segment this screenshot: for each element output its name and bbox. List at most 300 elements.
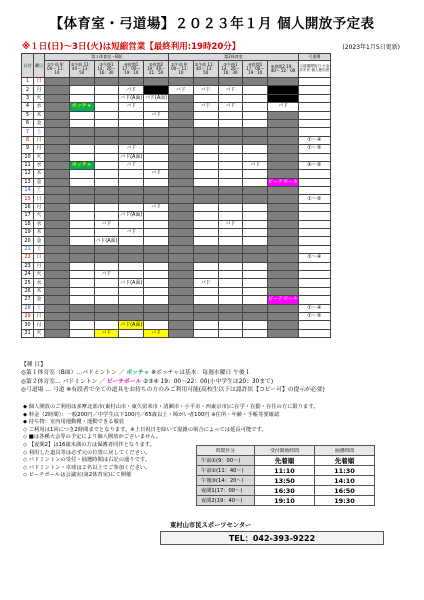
slot-cell (218, 161, 243, 169)
tt-lottery: 11:30 (315, 466, 375, 476)
slot-cell (119, 287, 144, 295)
slot-cell (193, 262, 218, 270)
tt-lottery: 19:30 (315, 496, 375, 506)
slot-cell (144, 195, 169, 203)
slot-cell (193, 296, 218, 304)
slot-cell (243, 128, 268, 136)
legend-2a: ◎第２体育室… バドミントン ／ (21, 378, 107, 385)
kyudo-cell (298, 220, 330, 228)
slot-cell (243, 321, 268, 329)
slot-cell (168, 111, 193, 119)
slot-cell (69, 312, 94, 320)
slot-cell (218, 321, 243, 329)
slot-cell (45, 119, 70, 127)
slot-cell (218, 128, 243, 136)
note-7: ◇ バドミントンの受付・抽選時間は右記の通りです。 (23, 457, 151, 464)
row-weekday: 木 (34, 111, 45, 119)
tt-lottery: 先着順 (315, 456, 375, 466)
note-1: ◆ 料金（2時間）：一般200円／中学生以下100円／65歳以上・障がい者100円 ※住所・年齢・手帳等要確認 (23, 411, 280, 418)
row-date: 26 (22, 287, 34, 295)
slot-cell (218, 212, 243, 220)
updated-date: (2023年1月5日更新) (342, 44, 400, 51)
slot-cell: バド (119, 229, 144, 237)
schedule-header-row (22, 54, 331, 61)
slot-cell (45, 170, 70, 178)
kyudo-cell: ①〜⑤ (298, 195, 330, 203)
tt-open: 13:50 (255, 476, 315, 486)
org-name: 東村山市民スポーツセンター (170, 522, 252, 529)
slot-cell (268, 170, 299, 178)
slot-cell (268, 195, 299, 203)
slot-cell (119, 237, 144, 245)
tt-open: 先着順 (255, 456, 315, 466)
table-row (22, 128, 331, 136)
slot-cell (144, 145, 169, 153)
row-weekday: 日 (34, 195, 45, 203)
slot-cell (45, 329, 70, 337)
row-weekday: 火 (34, 94, 45, 102)
note-6: ◇ 利用した道具等は必ず元の位置に戻してください。 (23, 449, 151, 456)
kyudo-cell (298, 262, 330, 270)
slot-cell (243, 111, 268, 119)
legend-line-3: ◎弓道場 … 弓道 ※有段者で全ての道具をお持ちの方のみご利用可能(高校生以下は認許状【コピー可】の提示が必要) (21, 386, 325, 393)
slot-cell (45, 279, 70, 287)
note-4: ◇ ■は各種大会等の予定により個人開放がございません。 (23, 434, 162, 441)
slot-cell (193, 304, 218, 312)
kyudo-cell (298, 203, 330, 211)
slot-cell (45, 145, 70, 153)
table-row (22, 312, 331, 320)
slot-cell (168, 254, 193, 262)
slot-cell (193, 203, 218, 211)
row-weekday: 日 (34, 136, 45, 144)
table-row (22, 287, 331, 295)
slot-cell (218, 287, 243, 295)
slot-header: ④夜間1 17：00〜 19：10 (119, 61, 144, 78)
row-date: 19 (22, 229, 34, 237)
short-hours-notice: ※１日(日)〜3日(火)は短縮営業【最終利用:19時20分】 (22, 42, 241, 52)
legend-2b: ピーチボール (106, 378, 142, 385)
slot-cell (94, 187, 119, 195)
kyudo-cell (298, 279, 330, 287)
row-weekday: 日 (34, 254, 45, 262)
slot-cell (144, 304, 169, 312)
row-date: 9 (22, 145, 34, 153)
slot-cell (144, 262, 169, 270)
slot-cell (193, 237, 218, 245)
slot-cell: バド(A面) (120, 153, 143, 160)
slot-cell (243, 245, 268, 253)
slot-cell (168, 178, 193, 186)
slot-cell (69, 187, 94, 195)
row-date: 31 (22, 329, 34, 337)
slot-cell (69, 229, 94, 237)
slot-cell (45, 220, 70, 228)
row-date: 20 (22, 237, 34, 245)
kyudo-cell (298, 329, 330, 337)
phone-number: TEL：042-393-9222 (160, 531, 384, 545)
slot-cell (144, 237, 169, 245)
slot-cell (45, 254, 70, 262)
slot-cell (168, 187, 193, 195)
kyudo-note: 弓道場開放日 小金井市民 個人使用者 (298, 61, 330, 78)
slot-cell (168, 270, 193, 278)
slot-cell (193, 321, 218, 329)
slot-cell (268, 128, 299, 136)
slot-cell (218, 203, 243, 211)
tt-open: 11:10 (255, 466, 315, 476)
table-row (22, 111, 331, 119)
slot-cell (69, 321, 94, 329)
slot-cell (94, 128, 119, 136)
slot-cell (144, 103, 169, 111)
slot-cell (69, 329, 94, 337)
kyudo-cell (298, 187, 330, 195)
legend-line-1 (21, 369, 325, 377)
slot-cell (218, 279, 243, 287)
slot-cell (168, 237, 193, 245)
slot-cell (168, 161, 193, 169)
row-weekday: 土 (34, 304, 45, 312)
slot-cell: バド (218, 103, 243, 111)
slot-header: ③午後1 14：20〜 16：30 (94, 61, 119, 78)
table-row (22, 245, 331, 253)
slot-cell (119, 329, 144, 337)
slot-cell (144, 296, 169, 304)
slot-cell (193, 161, 218, 169)
slot-cell (45, 94, 70, 102)
note-8: ◇ バドミントン・卓球は２名以上でご参加ください。 (23, 464, 151, 471)
row-weekday: 月 (34, 321, 45, 329)
table-row (22, 254, 331, 262)
slot-cell (69, 254, 94, 262)
slot-cell (69, 78, 94, 86)
slot-cell (119, 304, 144, 312)
tt-head-1: 受付開始時間 (255, 446, 315, 456)
kyudo-cell: ①〜④ (298, 254, 330, 262)
table-row (22, 262, 331, 270)
slot-cell (45, 178, 70, 186)
slot-cell (144, 245, 169, 253)
slot-cell (243, 254, 268, 262)
kyudo-header: 弓道場 (298, 54, 330, 61)
slot-cell (218, 119, 243, 127)
row-date: 5 (22, 111, 34, 119)
slot-cell (168, 304, 193, 312)
slot-cell (69, 153, 94, 161)
slot-cell (45, 195, 70, 203)
kyudo-cell: ①〜⑤ (298, 145, 330, 153)
slot-cell (243, 220, 268, 228)
slot-cell (243, 153, 268, 161)
legend-title: 【種 目】 (21, 362, 47, 368)
slot-cell (168, 287, 193, 295)
row-weekday: 金 (34, 237, 45, 245)
kyudo-cell (298, 103, 330, 111)
slot-cell (69, 119, 94, 127)
slot-cell: バド (119, 145, 144, 153)
slot-cell (94, 312, 119, 320)
row-date: 7 (22, 128, 34, 136)
legend-1a: ◎第１体育室（B面）…バドミントン ／ (21, 370, 127, 377)
slot-cell (69, 304, 94, 312)
slot-cell (94, 94, 119, 102)
slot-cell: バド (144, 170, 169, 178)
slot-cell (218, 178, 243, 186)
slot-cell (119, 128, 144, 136)
slot-cell (94, 296, 119, 304)
slot-cell (45, 111, 70, 119)
slot-cell (168, 136, 193, 144)
slot-cell (45, 203, 70, 211)
table-row (22, 229, 331, 237)
slot-cell (268, 304, 299, 312)
table-row (22, 153, 331, 161)
row-date: 4 (22, 103, 34, 111)
tt-head-0: 時間区分 (197, 446, 255, 456)
slot-cell (45, 212, 70, 220)
slot-cell (45, 296, 70, 304)
kyudo-cell (298, 119, 330, 127)
kyudo-cell (298, 86, 330, 94)
row-weekday: 月 (34, 86, 45, 94)
slot-cell (119, 187, 144, 195)
slot-cell (193, 94, 218, 102)
slot-cell (193, 220, 218, 228)
kyudo-cell (298, 153, 330, 161)
slot-cell (218, 254, 243, 262)
row-weekday: 木 (34, 287, 45, 295)
slot-cell (218, 270, 243, 278)
kyudo-cell (298, 237, 330, 245)
slot-cell: ピーチボール (268, 178, 298, 185)
slot-cell (45, 187, 70, 195)
table-row (22, 212, 331, 220)
row-date: 8 (22, 136, 34, 144)
slot-cell (144, 86, 169, 94)
slot-cell (144, 78, 169, 86)
kyudo-cell (298, 178, 330, 186)
slot-cell (94, 262, 119, 270)
slot-cell (168, 145, 193, 153)
row-weekday: 火 (34, 153, 45, 161)
row-weekday: 火 (34, 270, 45, 278)
slot-header: ⑤夜間2 19：40〜 22：00 (268, 61, 299, 78)
slot-cell (268, 212, 299, 220)
table-row (22, 145, 331, 153)
slot-cell (168, 262, 193, 270)
row-weekday: 火 (34, 212, 45, 220)
slot-cell (119, 262, 144, 270)
slot-cell (119, 270, 144, 278)
slot-cell (243, 119, 268, 127)
row-weekday: 木 (34, 229, 45, 237)
page-title: 【体育室・弓道場】２０２３年１月 個人開放予定表 (49, 16, 375, 32)
row-weekday: 日 (34, 312, 45, 320)
kyudo-cell (298, 78, 330, 86)
kyudo-cell: ④〜⑤ (298, 161, 330, 169)
row-weekday: 水 (34, 220, 45, 228)
kyudo-cell: ①〜⑤ (298, 312, 330, 320)
slot-cell (268, 279, 299, 287)
section-1-header: 第１体育室・B面 (45, 54, 169, 61)
slot-cell: バド(A面) (120, 279, 143, 286)
slot-cell: バド(A面) (120, 212, 143, 219)
slot-cell (168, 153, 193, 161)
slot-cell (45, 153, 70, 161)
slot-cell (243, 187, 268, 195)
slot-cell (268, 254, 299, 262)
slot-cell (243, 145, 268, 153)
row-date: 29 (22, 312, 34, 320)
tt-open: 16:30 (255, 486, 315, 496)
row-date: 22 (22, 254, 34, 262)
legend-1b: ボッチャ (126, 370, 150, 377)
slot-cell: バド (218, 220, 243, 228)
slot-cell: バド(A面) (120, 94, 143, 101)
slot-cell (45, 312, 70, 320)
table-row (22, 321, 331, 329)
slot-cell (119, 178, 144, 186)
slot-cell (45, 229, 70, 237)
slot-cell: バド (94, 220, 119, 228)
slot-cell (69, 220, 94, 228)
row-date: 1 (22, 78, 34, 86)
slot-cell (218, 145, 243, 153)
slot-cell (69, 128, 94, 136)
slot-cell (168, 229, 193, 237)
slot-cell: バド (193, 86, 218, 94)
row-date: 14 (22, 187, 34, 195)
slot-cell (218, 237, 243, 245)
slot-cell (243, 237, 268, 245)
kyudo-cell (298, 287, 330, 295)
slot-cell (144, 212, 169, 220)
slot-cell (243, 94, 268, 102)
slot-cell (119, 296, 144, 304)
slot-cell (268, 229, 299, 237)
tt-label: 午前②(11：40〜) (197, 466, 255, 476)
slot-cell (69, 203, 94, 211)
slot-cell (45, 86, 70, 94)
slot-cell (218, 136, 243, 144)
slot-cell (69, 94, 94, 102)
slot-cell (69, 111, 94, 119)
slot-cell (193, 187, 218, 195)
tt-head-2: 抽選時間 (315, 446, 375, 456)
kyudo-cell (298, 111, 330, 119)
slot-cell (94, 153, 119, 161)
slot-header: ①午前 9：00〜 11：10 (45, 61, 70, 78)
slot-cell (144, 220, 169, 228)
slot-cell (45, 287, 70, 295)
slot-cell (119, 245, 144, 253)
slot-header: ④夜間1 17：00〜 19：10 (243, 61, 268, 78)
slot-cell (69, 287, 94, 295)
table-row (22, 195, 331, 203)
slot-cell (193, 111, 218, 119)
slot-cell: バド (119, 86, 144, 94)
tt-label: 夜間1(17：00〜) (197, 486, 255, 496)
slot-cell (193, 136, 218, 144)
row-date: 11 (22, 161, 34, 169)
row-weekday: 火 (34, 329, 45, 337)
slot-cell (94, 304, 119, 312)
col-day-header: 日付 (22, 54, 34, 78)
slot-cell (168, 279, 193, 287)
slot-cell (69, 178, 94, 186)
slot-cell (94, 78, 119, 86)
slot-cell (193, 245, 218, 253)
row-weekday: 金 (34, 119, 45, 127)
slot-cell (94, 279, 119, 287)
slot-cell (193, 287, 218, 295)
table-row (22, 296, 331, 304)
slot-cell (193, 312, 218, 320)
slot-cell (218, 94, 243, 102)
slot-cell (144, 279, 169, 287)
slot-cell (119, 111, 144, 119)
slot-cell: バド (144, 203, 169, 211)
table-row (22, 203, 331, 211)
slot-cell (119, 170, 144, 178)
legend (21, 361, 325, 394)
slot-header: ②午前 11：40〜 13：50 (193, 61, 218, 78)
slot-cell (268, 270, 299, 278)
slot-cell (168, 329, 193, 337)
slot-cell: ボッチャ (69, 103, 94, 111)
slot-cell (218, 245, 243, 253)
row-weekday: 月 (34, 145, 45, 153)
slot-cell (94, 287, 119, 295)
row-date: 12 (22, 170, 34, 178)
slot-cell (119, 195, 144, 203)
slot-cell (69, 212, 94, 220)
badminton-timetable (196, 445, 375, 506)
slot-cell (69, 145, 94, 153)
slot-cell (94, 86, 119, 94)
slot-cell (94, 321, 119, 329)
slot-cell (144, 153, 169, 161)
slot-cell (69, 296, 94, 304)
row-weekday: 土 (34, 187, 45, 195)
legend-1c: ※ボッチャは基本：毎週水曜日 午後１ (149, 370, 251, 377)
row-date: 10 (22, 153, 34, 161)
slot-cell (193, 128, 218, 136)
tt-label: 午前①(9：00〜) (197, 456, 255, 466)
slot-cell: バド (268, 103, 299, 111)
slot-cell (45, 262, 70, 270)
table-row (22, 187, 331, 195)
slot-cell (119, 119, 144, 127)
table-row (22, 220, 331, 228)
row-weekday: 月 (34, 203, 45, 211)
slot-cell (243, 203, 268, 211)
note-5: ◇ 【夜間2】は16歳未満の方は保護者同伴となります。 (23, 441, 155, 448)
slot-cell: バド (119, 161, 144, 169)
slot-cell (94, 103, 119, 111)
kyudo-cell (298, 94, 330, 102)
slot-cell (268, 203, 299, 211)
slot-cell (193, 119, 218, 127)
slot-cell (144, 161, 169, 169)
slot-cell (119, 203, 144, 211)
row-date: 2 (22, 86, 34, 94)
slot-cell (144, 270, 169, 278)
kyudo-cell (298, 296, 330, 304)
slot-header: ①午前 9：00〜 11：10 (168, 61, 193, 78)
slot-cell (69, 270, 94, 278)
